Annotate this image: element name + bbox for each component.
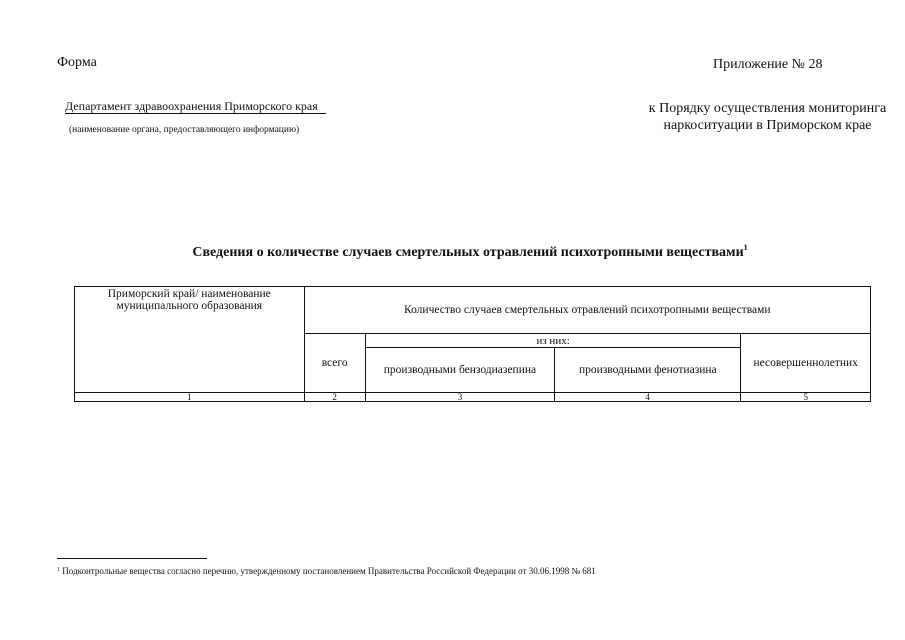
title-footnote-mark: 1 (743, 243, 748, 252)
header-pheno: производными фенотиазина (555, 348, 741, 393)
header-total: всего (304, 334, 365, 393)
footnote-divider (57, 558, 207, 559)
appendix-number: Приложение № 28 (713, 57, 823, 72)
header-subgroup: из них: (365, 334, 741, 348)
column-number: 1 (75, 393, 305, 402)
footnote-mark: 1 (57, 567, 60, 573)
column-number: 3 (365, 393, 554, 402)
footnote-text: Подконтрольные вещества согласно перечню, утвержденному постановлением Правительства Российской Федерации от 30.06.1998 № 681 (62, 566, 596, 576)
form-label: Форма (57, 55, 97, 70)
document-title (120, 243, 820, 261)
department-caption: (наименование органа, предоставляющего информацию) (69, 125, 300, 135)
column-number: 5 (741, 393, 871, 402)
data-table (74, 286, 871, 402)
document-title-text: Сведения о количестве случаев смертельных отравлений психотропными веществами (192, 245, 744, 260)
table-header-row (75, 287, 871, 334)
table-number-row (75, 393, 871, 402)
department-name: Департамент здравоохранения Приморского края (65, 99, 326, 114)
header-region: Приморский край/ наименование муниципального образования (75, 287, 305, 393)
header-group: Количество случаев смертельных отравлений психотропными веществами (304, 287, 870, 334)
column-number: 4 (555, 393, 741, 402)
header-minors: несовершеннолетних (741, 334, 871, 393)
footnote (57, 566, 596, 576)
appendix-reference: к Порядку осуществления мониторинга наркоситуации в Приморском крае (648, 101, 887, 133)
column-number: 2 (304, 393, 365, 402)
header-benzo: производными бензодиазепина (365, 348, 554, 393)
